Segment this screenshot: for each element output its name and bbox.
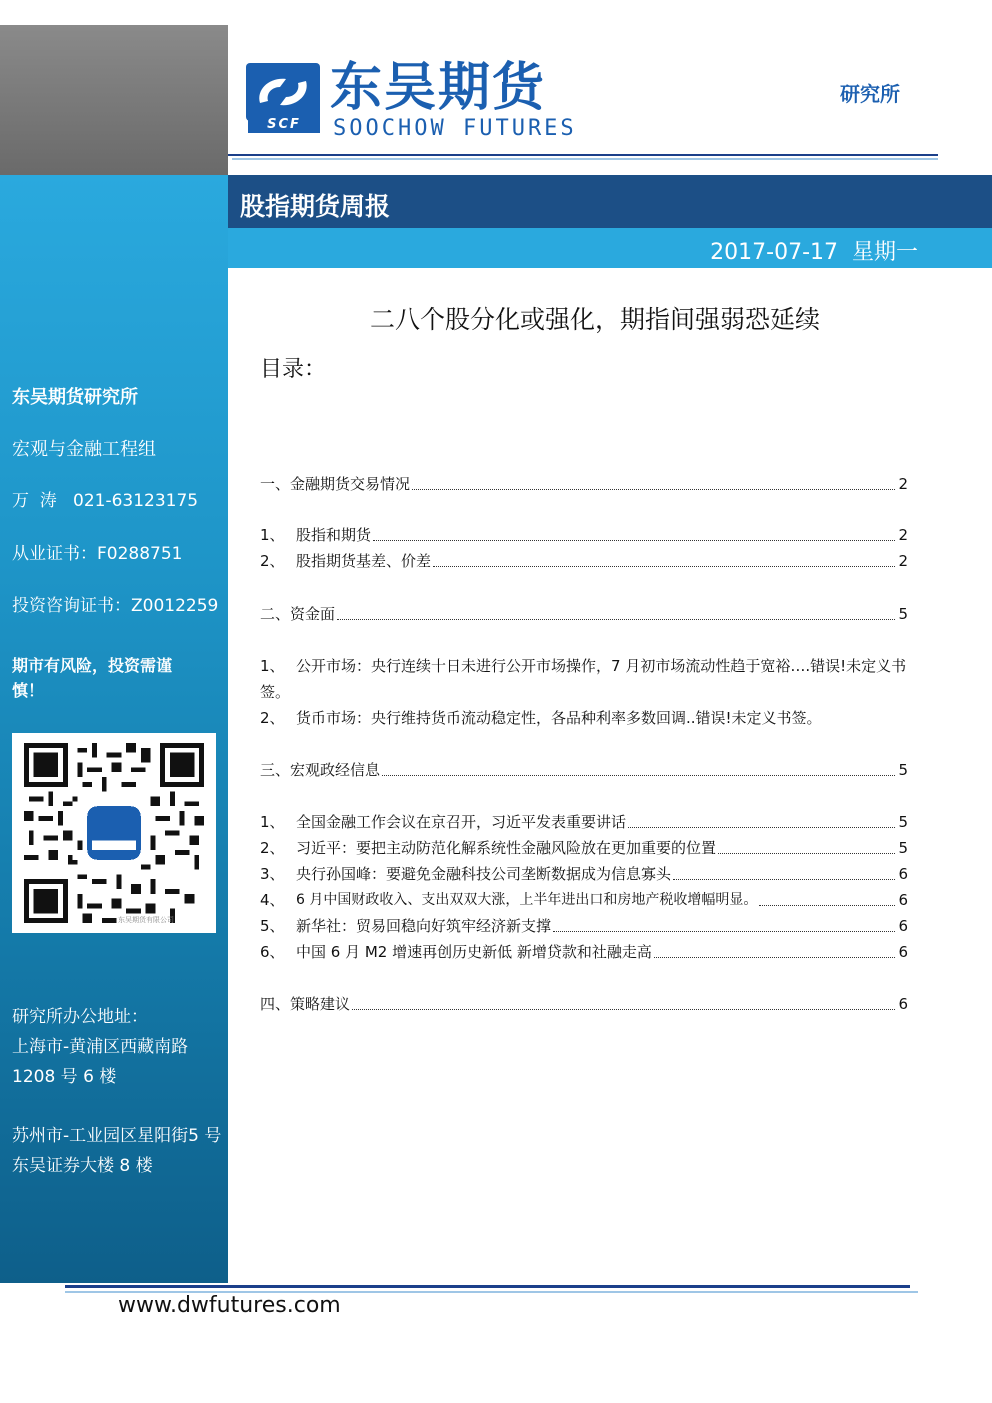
- logo-scf-text: SCF: [248, 117, 320, 133]
- toc-leader: [433, 566, 895, 567]
- sidebar-group: 宏观与金融工程组: [12, 439, 156, 460]
- toc-page: 2: [898, 475, 908, 493]
- toc-entry-num: 1、: [260, 657, 285, 675]
- toc-page: 6: [898, 865, 908, 883]
- toc-page: 6: [898, 917, 908, 935]
- toc-entry-text: 四、策略建议: [260, 995, 351, 1013]
- scf-logo-icon: [246, 63, 320, 121]
- toc-page: 6: [898, 943, 908, 961]
- toc-entry-num: 5、: [260, 917, 285, 935]
- toc-entry-num: 1、: [260, 813, 285, 831]
- header-divider-light: [232, 158, 938, 160]
- brand-name-en: SOOCHOW FUTURES: [333, 116, 577, 141]
- toc-entry-text: 公开市场：央行连续十日未进行公开市场操作，7 月初市场流动性趋于宽裕….错误!未定义书签。: [260, 657, 907, 701]
- toc-entry-text: 中国 6 月 M2 增速再创历史新低 新增贷款和社融走高: [296, 943, 652, 961]
- toc-entry[interactable]: [260, 604, 908, 624]
- toc-entry[interactable]: [260, 551, 908, 571]
- toc-entry[interactable]: [260, 864, 908, 884]
- toc-entry[interactable]: [260, 838, 908, 858]
- toc-leader: [673, 879, 895, 880]
- address-suzhou: 苏州市-工业园区星阳街5 号东吴证券大楼 8 楼: [12, 1126, 222, 1176]
- toc-leader: [553, 931, 895, 932]
- toc-entry-text: 三、宏观政经信息: [260, 761, 381, 779]
- sidebar-license-2: 投资咨询证书：Z0012259: [12, 596, 219, 616]
- brand-name-cn: 东吴期货: [330, 58, 547, 118]
- toc-entry-num: 6、: [260, 943, 285, 961]
- toc-entry[interactable]: [260, 760, 908, 780]
- toc-leader: [628, 827, 895, 828]
- risk-warning: 期市有风险，投资需谨慎！: [12, 656, 173, 700]
- toc-entry-text: 货币市场：央行维持货币流动稳定性，各品种利率多数回调..错误!未定义书签。: [296, 709, 822, 727]
- toc-entry[interactable]: [260, 916, 908, 936]
- toc-entry-text: 股指和期货: [296, 526, 372, 544]
- qr-code: [12, 733, 216, 933]
- report-date: 2017-07-17 星期一: [710, 240, 918, 265]
- toc-leader: [352, 1009, 895, 1010]
- sidebar-analyst: 万 涛 021-63123175: [12, 491, 199, 511]
- toc-entry-num: 1、: [260, 526, 285, 544]
- toc-page: 5: [898, 605, 908, 623]
- toc-leader: [654, 957, 896, 958]
- report-type-band: [228, 175, 992, 228]
- toc-leader: [412, 489, 895, 490]
- toc-entry[interactable]: [260, 890, 908, 910]
- toc-entry-text: 全国金融工作会议在京召开，习近平发表重要讲话: [296, 813, 627, 831]
- toc-entry[interactable]: [260, 525, 908, 545]
- toc-entry-text: 新华社：贸易回稳向好筑牢经济新支撑: [296, 917, 552, 935]
- toc-leader: [759, 905, 895, 906]
- toc-entry-num: 3、: [260, 865, 285, 883]
- toc-entry-text: 6 月中国财政收入、支出双双大涨，上半年进出口和房地产税收增幅明显。: [296, 892, 758, 908]
- toc-label: 目录：: [260, 357, 327, 382]
- toc-entry-text: 二、资金面: [260, 605, 336, 623]
- sidebar-license-1: 从业证书：F0288751: [12, 544, 183, 564]
- website-link[interactable]: www.dwfutures.com: [118, 1293, 341, 1318]
- sidebar-gray-block: [0, 25, 228, 175]
- sidebar-org: 东吴期货研究所: [12, 387, 138, 408]
- page-title: 二八个股分化或强化，期指间强弱恐延续: [369, 305, 820, 334]
- toc-entry-text: 一、金融期货交易情况: [260, 475, 411, 493]
- date-band: [228, 228, 992, 268]
- toc-entry[interactable]: [260, 942, 908, 962]
- toc-leader: [718, 853, 895, 854]
- toc-page: 6: [898, 995, 908, 1013]
- toc-entry-num: 2、: [260, 839, 285, 857]
- toc-entry-text: 央行孙国峰：要避免金融科技公司垄断数据成为信息寡头: [296, 865, 672, 883]
- toc-leader: [373, 540, 895, 541]
- sidebar: [0, 175, 228, 1283]
- toc-page: 6: [898, 891, 908, 909]
- footer-divider: [65, 1285, 910, 1288]
- toc-entry[interactable]: [260, 474, 908, 494]
- toc-leader: [382, 775, 895, 776]
- header-divider: [228, 154, 938, 156]
- toc-leader: [337, 619, 895, 620]
- toc-entry-text: 习近平：要把主动防范化解系统性金融风险放在更加重要的位置: [296, 839, 717, 857]
- sidebar-address-1: [12, 1002, 222, 1092]
- toc-page: 2: [898, 526, 908, 544]
- toc-entry[interactable]: [260, 705, 908, 731]
- qr-code-image: [22, 743, 206, 923]
- toc-entry[interactable]: [260, 812, 908, 832]
- toc-page: 5: [898, 839, 908, 857]
- toc-page: 2: [898, 552, 908, 570]
- address-shanghai: 上海市-黄浦区西藏南路1208 号 6 楼: [12, 1037, 189, 1087]
- institute-label: 研究所: [840, 82, 900, 106]
- toc-entry[interactable]: [260, 994, 908, 1014]
- toc-entry[interactable]: [260, 653, 908, 705]
- toc-entry-num: 4、: [260, 891, 285, 909]
- toc-entry-num: 2、: [260, 709, 285, 727]
- toc-entry-num: 2、: [260, 552, 285, 570]
- qr-caption: 东吴期货有限公司: [118, 916, 174, 924]
- toc-page: 5: [898, 813, 908, 831]
- report-type: 股指期货周报: [240, 192, 391, 221]
- toc-entry-text: 股指期货基差、价差: [296, 552, 432, 570]
- address-label: 研究所办公地址：: [12, 1007, 148, 1027]
- toc-page: 5: [898, 761, 908, 779]
